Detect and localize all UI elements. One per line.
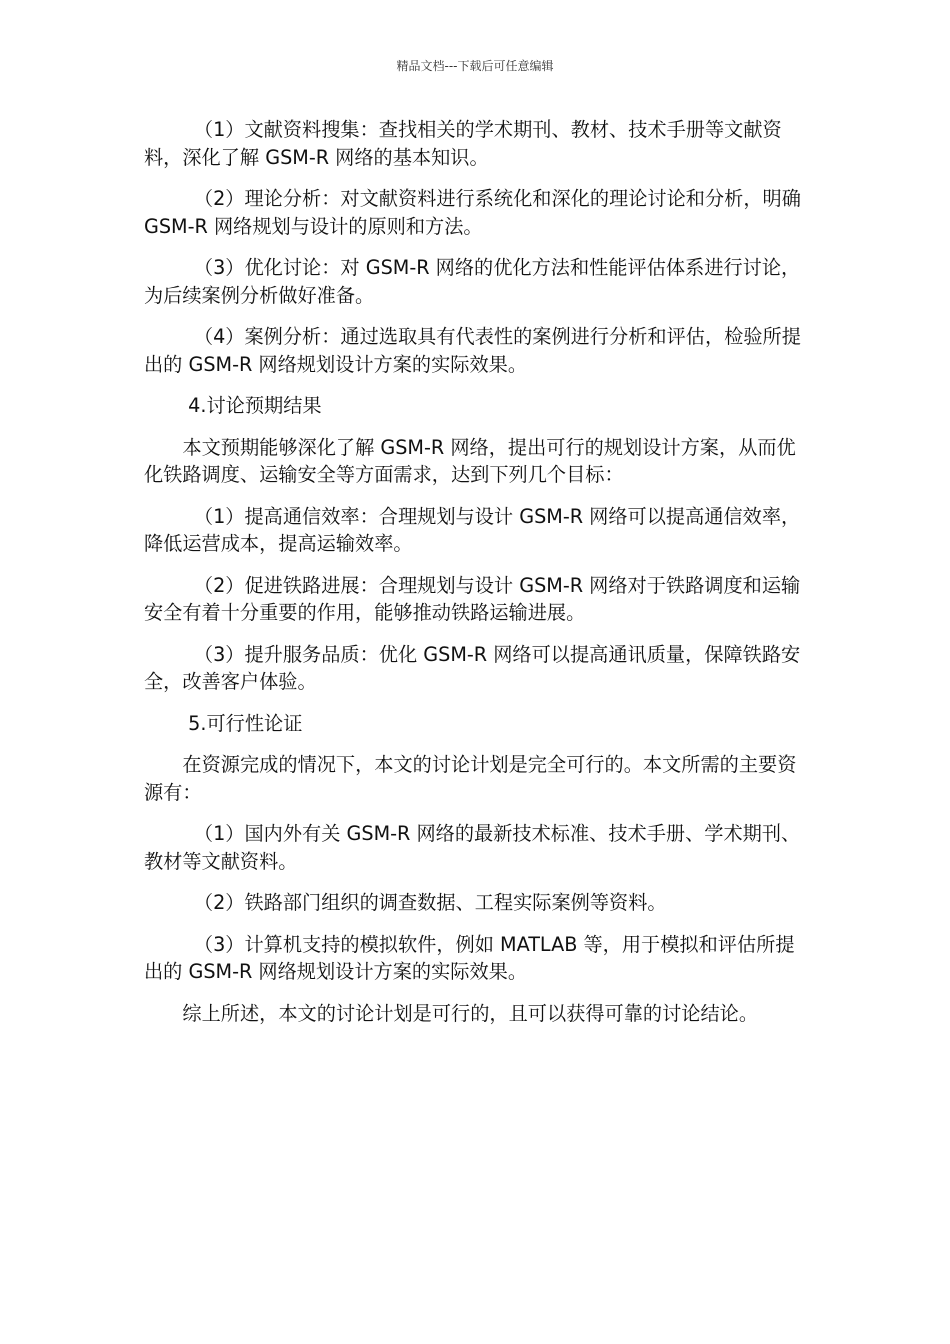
- paragraph-expected-results: 本文预期能够深化了解 GSM-R 网络，提出可行的规划设计方案，从而优化铁路调度、运输安全等方面需求，达到下列几个目标：: [144, 435, 796, 486]
- list-item-simulation: （3）计算机支持的模拟软件，例如 MATLAB 等，用于模拟和评估所提出的 GSM-R 网络规划设计方案的实际效果。: [144, 932, 795, 983]
- list-item-optimization: （3）优化讨论：对 GSM-R 网络的优化方法和性能评估体系进行讨论，为后续案例分析做好准备。: [144, 256, 801, 307]
- paragraph-feasibility: 在资源完成的情况下，本文的讨论计划是完全可行的。本文所需的主要资源有：: [144, 753, 797, 804]
- list-item-standards: （1）国内外有关 GSM-R 网络的最新技术标准、技术手册、学术期刊、教材等文献资料。: [144, 822, 801, 873]
- list-item-survey-data: （2）铁路部门组织的调查数据、工程实际案例等资料。: [193, 891, 667, 914]
- list-item-theory: （2）理论分析：对文献资料进行系统化和深化的理论讨论和分析，明确 GSM-R 网络规划与设计的原则和方法。: [144, 187, 801, 238]
- list-item-progress: （2）促进铁路进展：合理规划与设计 GSM-R 网络对于铁路调度和运输安全有着十分重要的作用，能够推动铁路运输进展。: [144, 573, 801, 624]
- page-header: 精品文档---下载后可任意编辑: [396, 59, 554, 73]
- section-heading-expected-results: 4.讨论预期结果: [188, 394, 322, 417]
- list-item-literature: （1）文献资料搜集：查找相关的学术期刊、教材、技术手册等文献资料，深化了解 GSM-R 网络的基本知识。: [144, 118, 782, 169]
- list-item-service-quality: （3）提升服务品质：优化 GSM-R 网络可以提高通讯质量，保障铁路安全，改善客户体验。: [144, 642, 801, 693]
- section-heading-feasibility: 5.可行性论证: [188, 711, 303, 735]
- document-body: [144, 116, 809, 1041]
- list-item-efficiency: （1）提高通信效率：合理规划与设计 GSM-R 网络可以提高通信效率，降低运营成本，提高运输效率。: [144, 504, 801, 555]
- list-item-case-analysis: （4）案例分析：通过选取具有代表性的案例进行分析和评估，检验所提出的 GSM-R 网络规划设计方案的实际效果。: [144, 325, 801, 376]
- paragraph-conclusion: 综上所述，本文的讨论计划是可行的，且可以获得可靠的讨论结论。: [182, 1001, 759, 1025]
